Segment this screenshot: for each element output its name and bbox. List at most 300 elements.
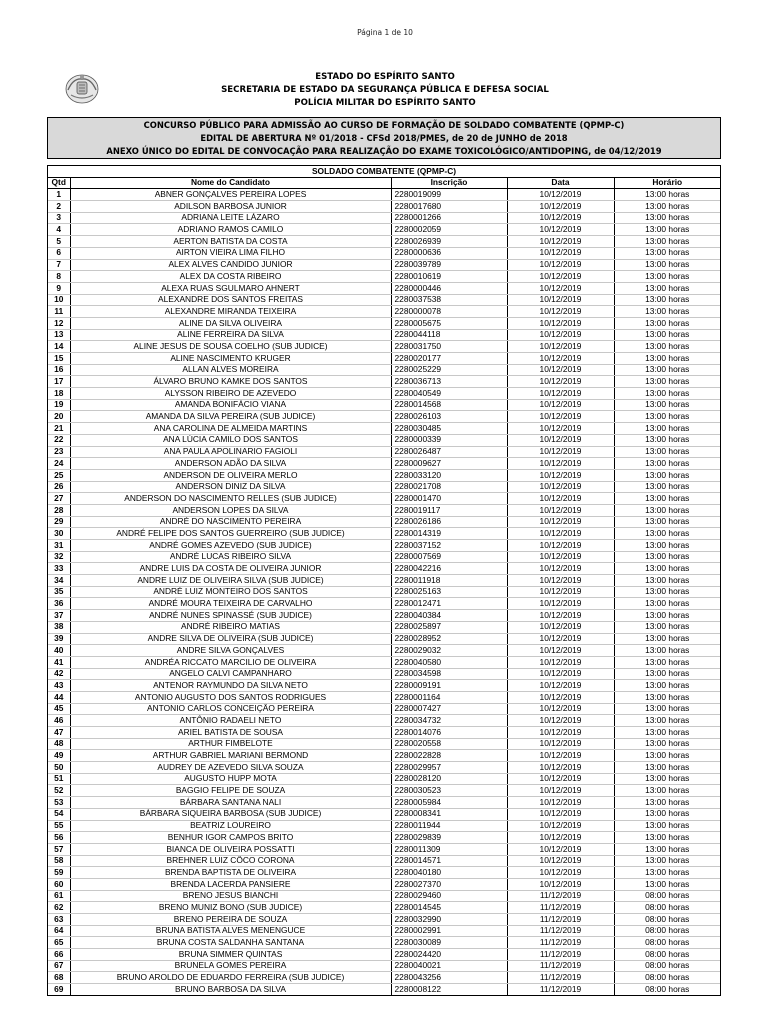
exam-time: 13:00 horas bbox=[614, 633, 720, 645]
candidate-name: BRENO PEREIRA DE SOUZA bbox=[70, 914, 391, 926]
exam-time: 08:00 horas bbox=[645, 983, 690, 994]
registration-number: 2280029032 bbox=[391, 645, 507, 657]
candidate-name: ADRIANO RAMOS CAMILO bbox=[70, 224, 391, 236]
exam-date: 10/12/2019 bbox=[507, 540, 614, 552]
registration-number: 2280028120 bbox=[391, 773, 507, 785]
row-qtd: 14 bbox=[48, 341, 70, 353]
header-line-police: POLÍCIA MILITAR DO ESPÍRITO SANTO bbox=[294, 98, 476, 108]
row-qtd: 50 bbox=[48, 762, 70, 774]
header-line-secretariat: SECRETARIA DE ESTADO DA SEGURANÇA PÚBLICA E DEFESA SOCIAL bbox=[221, 85, 549, 95]
row-qtd: 62 bbox=[48, 902, 70, 914]
candidate-name: AMANDA BONIFÁCIO VIANA bbox=[70, 399, 391, 411]
exam-time: 13:00 horas bbox=[614, 610, 720, 622]
row-qtd: 37 bbox=[48, 610, 70, 622]
candidate-name: ANA CAROLINA DE ALMEIDA MARTINS bbox=[70, 423, 391, 435]
table-row bbox=[48, 551, 720, 563]
registration-number: 2280014545 bbox=[391, 902, 507, 914]
table-row bbox=[48, 540, 720, 552]
exam-time: 13:00 horas bbox=[614, 282, 720, 294]
row-qtd: 51 bbox=[48, 773, 70, 785]
table-row bbox=[48, 843, 720, 855]
row-qtd: 38 bbox=[48, 621, 70, 633]
exam-time: 13:00 horas bbox=[614, 551, 720, 563]
table-row bbox=[48, 469, 720, 481]
exam-time: 13:00 horas bbox=[614, 469, 720, 481]
registration-number: 2280011944 bbox=[391, 820, 507, 832]
table-row bbox=[48, 762, 720, 774]
candidate-name: AUGUSTO HUPP MOTA bbox=[70, 773, 391, 785]
registration-number: 2280022828 bbox=[391, 750, 507, 762]
registration-number: 2280029957 bbox=[391, 762, 507, 774]
registration-number: 2280030523 bbox=[391, 785, 507, 797]
registration-number: 2280002991 bbox=[391, 925, 507, 937]
candidate-name: ANDRÉ FELIPE DOS SANTOS GUERREIRO (SUB JUDICE) bbox=[70, 528, 391, 540]
exam-date: 10/12/2019 bbox=[507, 633, 614, 645]
exam-time: 13:00 horas bbox=[614, 446, 720, 458]
candidate-name: BRENDA BAPTISTA DE OLIVEIRA bbox=[70, 867, 391, 879]
registration-number: 2280043256 bbox=[391, 972, 507, 984]
exam-time: 13:00 horas bbox=[614, 493, 720, 505]
table-row bbox=[48, 890, 720, 902]
exam-time: 13:00 horas bbox=[614, 797, 720, 809]
exam-time: 08:00 horas bbox=[614, 960, 720, 972]
registration-number: 2280029460 bbox=[391, 890, 507, 902]
exam-date: 10/12/2019 bbox=[507, 785, 614, 797]
registration-number: 2280034732 bbox=[391, 715, 507, 727]
candidate-name: BREHNER LUIZ CÔCO CORONA bbox=[70, 855, 391, 867]
column-header-date: Data bbox=[507, 177, 614, 189]
candidate-name: AUDREY DE AZEVEDO SILVA SOUZA bbox=[70, 762, 391, 774]
notice-title-line-3: ANEXO ÚNICO DO EDITAL DE CONVOCAÇÃO PARA REALIZAÇÃO DO EXAME TOXICOLÓGICO/ANTIDOPING, de 04/12/2019 bbox=[106, 146, 662, 156]
exam-date: 10/12/2019 bbox=[507, 528, 614, 540]
page-number: Página 1 de 10 bbox=[357, 28, 413, 37]
exam-time: 08:00 horas bbox=[614, 914, 720, 926]
candidate-name: ANDERSON DE OLIVEIRA MERLO bbox=[70, 469, 391, 481]
table-row bbox=[48, 504, 720, 516]
row-qtd: 68 bbox=[48, 972, 70, 984]
table-row bbox=[48, 247, 720, 259]
registration-number: 2280019099 bbox=[391, 189, 507, 201]
table-row bbox=[48, 212, 720, 224]
candidate-name: ANDERSON DO NASCIMENTO RELLES (SUB JUDICE) bbox=[70, 493, 391, 505]
candidate-name: BRUNO BARBOSA DA SILVA bbox=[70, 984, 391, 995]
exam-date: 10/12/2019 bbox=[507, 282, 614, 294]
row-qtd: 16 bbox=[48, 364, 70, 376]
exam-time: 13:00 horas bbox=[614, 516, 720, 528]
candidate-name: BÁRBARA SIQUEIRA BARBOSA (SUB JUDICE) bbox=[70, 808, 391, 820]
row-qtd: 26 bbox=[48, 481, 70, 493]
table-row bbox=[48, 914, 720, 926]
table-row bbox=[48, 458, 720, 470]
registration-number: 2280005984 bbox=[391, 797, 507, 809]
candidate-rows bbox=[48, 189, 720, 995]
registration-number: 2280040580 bbox=[391, 656, 507, 668]
candidate-name: ALEXANDRE DOS SANTOS FREITAS bbox=[70, 294, 391, 306]
row-qtd: 39 bbox=[48, 633, 70, 645]
exam-date: 10/12/2019 bbox=[507, 446, 614, 458]
exam-time: 13:00 horas bbox=[614, 773, 720, 785]
candidate-name: ALINE NASCIMENTO KRUGER bbox=[70, 353, 391, 365]
registration-number: 2280032990 bbox=[391, 914, 507, 926]
table-row bbox=[48, 820, 720, 832]
table-row bbox=[48, 353, 720, 365]
registration-number: 2280033120 bbox=[391, 469, 507, 481]
candidate-name: ADILSON BARBOSA JUNIOR bbox=[70, 201, 391, 213]
exam-date: 10/12/2019 bbox=[507, 353, 614, 365]
exam-date: 10/12/2019 bbox=[507, 259, 614, 271]
candidate-name: ANDRE LUIZ DE OLIVEIRA SILVA (SUB JUDICE) bbox=[70, 575, 391, 587]
row-qtd: 21 bbox=[48, 423, 70, 435]
registration-number: 2280040549 bbox=[391, 388, 507, 400]
exam-date: 11/12/2019 bbox=[507, 949, 614, 961]
candidate-name: BRENDA LACERDA PANSIERE bbox=[70, 878, 391, 890]
candidate-name: BENHUR IGOR CAMPOS BRITO bbox=[70, 832, 391, 844]
table-row bbox=[48, 984, 720, 995]
registration-number: 2280040180 bbox=[391, 867, 507, 879]
table-row bbox=[48, 621, 720, 633]
registration-number: 2280007569 bbox=[391, 551, 507, 563]
exam-time: 13:00 horas bbox=[614, 785, 720, 797]
exam-time: 13:00 horas bbox=[614, 703, 720, 715]
exam-time: 13:00 horas bbox=[614, 306, 720, 318]
candidate-name: ANTONIO AUGUSTO DOS SANTOS RODRIGUES bbox=[70, 691, 391, 703]
exam-time: 13:00 horas bbox=[614, 353, 720, 365]
exam-date: 11/12/2019 bbox=[507, 984, 614, 995]
column-header-time: Horário bbox=[614, 177, 720, 189]
row-qtd: 46 bbox=[48, 715, 70, 727]
exam-date: 10/12/2019 bbox=[507, 762, 614, 774]
registration-number: 2280014568 bbox=[391, 399, 507, 411]
registration-number: 2280014571 bbox=[391, 855, 507, 867]
exam-date: 10/12/2019 bbox=[507, 458, 614, 470]
row-qtd: 34 bbox=[48, 575, 70, 587]
table-row bbox=[48, 388, 720, 400]
exam-date: 10/12/2019 bbox=[507, 236, 614, 248]
table-caption: SOLDADO COMBATENTE (QPMP-C) bbox=[48, 166, 720, 177]
exam-date: 10/12/2019 bbox=[507, 878, 614, 890]
table-row bbox=[48, 750, 720, 762]
row-qtd: 10 bbox=[48, 294, 70, 306]
table-row bbox=[48, 727, 720, 739]
exam-date: 10/12/2019 bbox=[507, 563, 614, 575]
exam-time: 13:00 horas bbox=[614, 738, 720, 750]
table-row bbox=[48, 516, 720, 528]
candidate-name: BRUNA COSTA SALDANHA SANTANA bbox=[70, 937, 391, 949]
exam-time: 13:00 horas bbox=[614, 504, 720, 516]
registration-number: 2280025897 bbox=[391, 621, 507, 633]
exam-date: 10/12/2019 bbox=[507, 738, 614, 750]
registration-number: 2280001470 bbox=[391, 493, 507, 505]
exam-date: 10/12/2019 bbox=[507, 610, 614, 622]
row-qtd: 36 bbox=[48, 598, 70, 610]
exam-time: 13:00 horas bbox=[614, 598, 720, 610]
exam-date: 10/12/2019 bbox=[507, 715, 614, 727]
exam-time: 08:00 horas bbox=[614, 937, 720, 949]
registration-number: 2280027370 bbox=[391, 878, 507, 890]
registration-number: 2280026186 bbox=[391, 516, 507, 528]
registration-number: 2280011309 bbox=[391, 843, 507, 855]
exam-time: 13:00 horas bbox=[614, 563, 720, 575]
candidate-name: ANTÔNIO RADAELI NETO bbox=[70, 715, 391, 727]
table-row bbox=[48, 201, 720, 213]
exam-date: 10/12/2019 bbox=[507, 189, 614, 201]
row-qtd: 55 bbox=[48, 820, 70, 832]
registration-number: 2280034598 bbox=[391, 668, 507, 680]
notice-title-line-1: CONCURSO PÚBLICO PARA ADMISSÃO AO CURSO DE FORMAÇÃO DE SOLDADO COMBATENTE (QPMP-C) bbox=[143, 120, 625, 130]
row-qtd: 27 bbox=[48, 493, 70, 505]
exam-time: 13:00 horas bbox=[614, 715, 720, 727]
row-qtd: 60 bbox=[48, 878, 70, 890]
exam-date: 10/12/2019 bbox=[507, 388, 614, 400]
candidate-name: ALINE DA SILVA OLIVEIRA bbox=[70, 317, 391, 329]
table-row bbox=[48, 329, 720, 341]
table-row bbox=[48, 528, 720, 540]
table-row bbox=[48, 189, 720, 201]
table-row bbox=[48, 715, 720, 727]
exam-time: 13:00 horas bbox=[614, 224, 720, 236]
row-qtd: 65 bbox=[48, 937, 70, 949]
candidate-name: ANDRÉ MOURA TEIXEIRA DE CARVALHO bbox=[70, 598, 391, 610]
registration-number: 2280040384 bbox=[391, 610, 507, 622]
candidate-name: ANDRÉ GOMES AZEVEDO (SUB JUDICE) bbox=[70, 540, 391, 552]
exam-time: 13:00 horas bbox=[614, 668, 720, 680]
table-row bbox=[48, 691, 720, 703]
registration-number: 2280001164 bbox=[391, 691, 507, 703]
column-header-registration: Inscrição bbox=[391, 177, 507, 189]
row-qtd: 6 bbox=[48, 247, 70, 259]
exam-time: 13:00 horas bbox=[614, 727, 720, 739]
row-qtd: 7 bbox=[48, 259, 70, 271]
exam-time: 13:00 horas bbox=[614, 423, 720, 435]
registration-number: 2280036713 bbox=[391, 376, 507, 388]
exam-date: 10/12/2019 bbox=[507, 680, 614, 692]
candidate-name: ÁLVARO BRUNO KAMKE DOS SANTOS bbox=[70, 376, 391, 388]
table-row bbox=[48, 960, 720, 972]
registration-number: 2280009191 bbox=[391, 680, 507, 692]
row-qtd: 35 bbox=[48, 586, 70, 598]
table-row bbox=[48, 668, 720, 680]
table-row bbox=[48, 317, 720, 329]
table-row bbox=[48, 832, 720, 844]
exam-time: 13:00 horas bbox=[614, 750, 720, 762]
table-row bbox=[48, 224, 720, 236]
table-row bbox=[48, 656, 720, 668]
exam-date: 11/12/2019 bbox=[507, 925, 614, 937]
table-row bbox=[48, 703, 720, 715]
table-row bbox=[48, 925, 720, 937]
exam-date: 10/12/2019 bbox=[507, 271, 614, 283]
exam-time: 13:00 horas bbox=[614, 808, 720, 820]
exam-time: 13:00 horas bbox=[614, 855, 720, 867]
candidate-name: ANTONIO CARLOS CONCEIÇÃO PEREIRA bbox=[70, 703, 391, 715]
candidate-name: ANDRÉ NUNES SPINASSÉ (SUB JUDICE) bbox=[70, 610, 391, 622]
row-qtd: 5 bbox=[48, 236, 70, 248]
exam-date: 10/12/2019 bbox=[507, 656, 614, 668]
table-row bbox=[48, 586, 720, 598]
table-row bbox=[48, 867, 720, 879]
candidate-name: ANA PAULA APOLINARIO FAGIOLI bbox=[70, 446, 391, 458]
table-row bbox=[48, 855, 720, 867]
exam-time: 13:00 horas bbox=[614, 329, 720, 341]
exam-date: 10/12/2019 bbox=[507, 469, 614, 481]
registration-number: 2280030485 bbox=[391, 423, 507, 435]
registration-number: 2280002059 bbox=[391, 224, 507, 236]
registration-number: 2280010619 bbox=[391, 271, 507, 283]
candidate-name: AMANDA DA SILVA PEREIRA (SUB JUDICE) bbox=[70, 411, 391, 423]
table-row bbox=[48, 785, 720, 797]
registration-number: 2280042216 bbox=[391, 563, 507, 575]
table-row bbox=[48, 680, 720, 692]
row-qtd: 41 bbox=[48, 656, 70, 668]
candidate-name: ANDRE SILVA DE OLIVEIRA (SUB JUDICE) bbox=[70, 633, 391, 645]
exam-time: 13:00 horas bbox=[614, 843, 720, 855]
row-qtd: 42 bbox=[48, 668, 70, 680]
candidate-name: ALYSSON RIBEIRO DE AZEVEDO bbox=[70, 388, 391, 400]
candidate-name: ALEX DA COSTA RIBEIRO bbox=[70, 271, 391, 283]
registration-number: 2280001266 bbox=[391, 212, 507, 224]
exam-time: 13:00 horas bbox=[614, 540, 720, 552]
table-row bbox=[48, 972, 720, 984]
table-row bbox=[48, 949, 720, 961]
row-qtd: 15 bbox=[48, 353, 70, 365]
candidate-name: BRUNA SIMMER QUINTAS bbox=[70, 949, 391, 961]
exam-date: 10/12/2019 bbox=[507, 481, 614, 493]
table-row bbox=[48, 808, 720, 820]
registration-number: 2280026487 bbox=[391, 446, 507, 458]
candidate-name: BRUNA BATISTA ALVES MENENGUCE bbox=[70, 925, 391, 937]
table-row bbox=[48, 738, 720, 750]
candidate-table bbox=[47, 165, 721, 996]
row-qtd: 54 bbox=[48, 808, 70, 820]
candidate-name: ABNER GONÇALVES PEREIRA LOPES bbox=[70, 189, 391, 201]
exam-date: 10/12/2019 bbox=[507, 376, 614, 388]
candidate-name: ANDERSON DINIZ DA SILVA bbox=[70, 481, 391, 493]
candidate-name: ANDRE LUIS DA COSTA DE OLIVEIRA JUNIOR bbox=[70, 563, 391, 575]
exam-date: 10/12/2019 bbox=[507, 212, 614, 224]
exam-date: 10/12/2019 bbox=[507, 750, 614, 762]
row-qtd: 3 bbox=[48, 212, 70, 224]
row-qtd: 67 bbox=[48, 960, 70, 972]
exam-date: 10/12/2019 bbox=[507, 294, 614, 306]
registration-number: 2280011918 bbox=[391, 575, 507, 587]
column-header-qtd: Qtd bbox=[48, 177, 70, 189]
exam-time: 13:00 horas bbox=[614, 832, 720, 844]
row-qtd: 18 bbox=[48, 388, 70, 400]
table-row bbox=[48, 773, 720, 785]
candidate-name: ANGELO CALVI CAMPANHARO bbox=[70, 668, 391, 680]
candidate-name: BAGGIO FELIPE DE SOUZA bbox=[70, 785, 391, 797]
candidate-name: ANA LÚCIA CAMILO DOS SANTOS bbox=[70, 434, 391, 446]
notice-title-box bbox=[47, 117, 721, 159]
registration-number: 2280020177 bbox=[391, 353, 507, 365]
exam-date: 10/12/2019 bbox=[507, 411, 614, 423]
exam-date: 10/12/2019 bbox=[507, 727, 614, 739]
exam-date: 11/12/2019 bbox=[507, 890, 614, 902]
exam-date: 10/12/2019 bbox=[507, 317, 614, 329]
exam-date: 10/12/2019 bbox=[507, 224, 614, 236]
registration-number: 2280040021 bbox=[391, 960, 507, 972]
row-qtd: 8 bbox=[48, 271, 70, 283]
exam-time: 08:00 horas bbox=[614, 890, 720, 902]
exam-time: 13:00 horas bbox=[614, 236, 720, 248]
exam-date: 10/12/2019 bbox=[507, 493, 614, 505]
exam-time: 13:00 horas bbox=[614, 411, 720, 423]
registration-number: 2280026939 bbox=[391, 236, 507, 248]
registration-number: 2280039789 bbox=[391, 259, 507, 271]
exam-date: 10/12/2019 bbox=[507, 703, 614, 715]
exam-time: 13:00 horas bbox=[614, 247, 720, 259]
exam-time: 13:00 horas bbox=[614, 656, 720, 668]
candidate-name: ARTHUR FIMBELOTE bbox=[70, 738, 391, 750]
registration-number: 2280008122 bbox=[391, 984, 507, 995]
candidate-name: ANDRÉ LUIZ MONTEIRO DOS SANTOS bbox=[70, 586, 391, 598]
row-qtd: 31 bbox=[48, 540, 70, 552]
candidate-name: ANDERSON LOPES DA SILVA bbox=[70, 504, 391, 516]
registration-number: 2280044118 bbox=[391, 329, 507, 341]
exam-time: 08:00 horas bbox=[614, 972, 720, 984]
registration-number: 2280000078 bbox=[391, 306, 507, 318]
registration-number: 2280014319 bbox=[391, 528, 507, 540]
exam-date: 10/12/2019 bbox=[507, 691, 614, 703]
exam-date: 10/12/2019 bbox=[507, 364, 614, 376]
exam-time: 13:00 horas bbox=[614, 399, 720, 411]
exam-time: 13:00 horas bbox=[614, 528, 720, 540]
candidate-name: ANDRÉ DO NASCIMENTO PEREIRA bbox=[70, 516, 391, 528]
column-header-name: Nome do Candidato bbox=[70, 177, 391, 189]
table-row bbox=[48, 341, 720, 353]
row-qtd: 33 bbox=[48, 563, 70, 575]
table-row bbox=[48, 282, 720, 294]
table-row bbox=[48, 878, 720, 890]
table-row bbox=[48, 937, 720, 949]
table-row bbox=[48, 271, 720, 283]
exam-date: 10/12/2019 bbox=[507, 645, 614, 657]
registration-number: 2280005675 bbox=[391, 317, 507, 329]
row-qtd: 69 bbox=[48, 984, 70, 995]
table-row bbox=[48, 645, 720, 657]
candidate-name: BRUNELA GOMES PEREIRA bbox=[70, 960, 391, 972]
registration-number: 2280019117 bbox=[391, 504, 507, 516]
table-row bbox=[48, 598, 720, 610]
exam-date: 10/12/2019 bbox=[507, 808, 614, 820]
candidate-name: ALEXANDRE MIRANDA TEIXEIRA bbox=[70, 306, 391, 318]
registration-number: 2280037538 bbox=[391, 294, 507, 306]
row-qtd: 19 bbox=[48, 399, 70, 411]
candidate-name: BRENO JESUS BIANCHI bbox=[70, 890, 391, 902]
exam-time: 13:00 horas bbox=[614, 575, 720, 587]
registration-number: 2280024420 bbox=[391, 949, 507, 961]
exam-time: 13:00 horas bbox=[614, 458, 720, 470]
exam-time: 13:00 horas bbox=[614, 364, 720, 376]
exam-time: 13:00 horas bbox=[614, 189, 720, 201]
candidate-name: ALLAN ALVES MOREIRA bbox=[70, 364, 391, 376]
table-row bbox=[48, 399, 720, 411]
row-qtd: 25 bbox=[48, 469, 70, 481]
candidate-name: ARIEL BATISTA DE SOUSA bbox=[70, 727, 391, 739]
exam-time: 13:00 horas bbox=[614, 201, 720, 213]
candidate-name: ALINE FERREIRA DA SILVA bbox=[70, 329, 391, 341]
candidate-name: ANDERSON ADÃO DA SILVA bbox=[70, 458, 391, 470]
header-line-state: ESTADO DO ESPÍRITO SANTO bbox=[315, 72, 455, 82]
row-qtd: 47 bbox=[48, 727, 70, 739]
table-row bbox=[48, 306, 720, 318]
table-row bbox=[48, 294, 720, 306]
row-qtd: 59 bbox=[48, 867, 70, 879]
exam-time: 13:00 horas bbox=[614, 586, 720, 598]
candidate-name: ALINE JESUS DE SOUSA COELHO (SUB JUDICE) bbox=[70, 341, 391, 353]
exam-time: 13:00 horas bbox=[614, 680, 720, 692]
row-qtd: 56 bbox=[48, 832, 70, 844]
